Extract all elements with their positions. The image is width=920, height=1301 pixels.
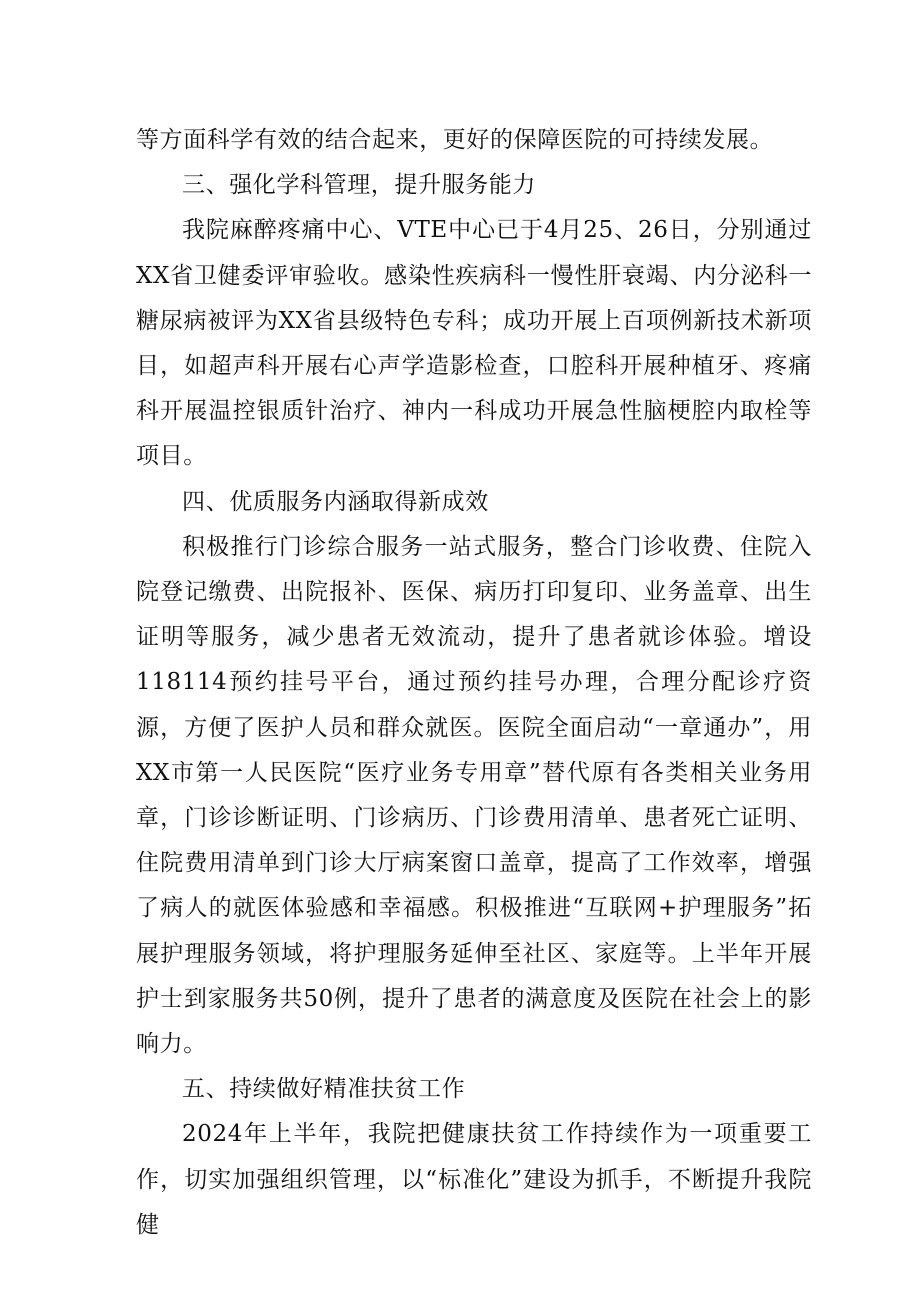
- section-heading-5: 五、持续做好精准扶贫工作: [182, 1076, 466, 1103]
- paragraph-poverty-alleviation: 2024年上半年，我院把健康扶贫工作持续作为一项重要工作，切实加强组织管理，以“标准化”建设为抓手，不断提升我院健: [136, 1121, 812, 1238]
- document-body: [136, 118, 812, 1248]
- paragraph-continuation: 等方面科学有效的结合起来，更好的保障医院的可持续发展。: [136, 127, 774, 153]
- paragraph-quality-service: 积极推行门诊综合服务一站式服务，整合门诊收费、住院入院登记缴费、出院报补、医保、病历打印复印、业务盖章、出生证明等服务，减少患者无效流动，提升了患者就诊体验。增设118114预约挂号平台，通过预约挂号办理，合理分配诊疗资源，方便了医护人员和群众就医。医院全面启动“一章通办”，用XX市第一人民医院“医疗业务专用章”替代原有各类相关业务用章，门诊诊断证明、门诊病历、门诊费用清单、患者死亡证明、住院费用清单到门诊大厅病案窗口盖章，提高了工作效率，增强了病人的就医体验感和幸福感。积极推进“互联网+护理服务”拓展护理服务领域，将护理服务延伸至社区、家庭等。上半年开展护士到家服务共50例，提升了患者的满意度及医院在社会上的影响力。: [136, 533, 812, 1058]
- paragraph-discipline-management: 我院麻醉疼痛中心、VTE中心已于4月25、26日，分别通过XX省卫健委评审验收。感染性疾病科一慢性肝衰竭、内分泌科一糖尿病被评为XX省县级特色专科；成功开展上百项例新技术新项目，如超声科开展右心声学造影检查，口腔科开展种植牙、疼痛科开展温控银质针治疗、神内一科成功开展急性脑梗腔内取栓等项目。: [136, 217, 812, 470]
- section-heading-3: 三、强化学科管理，提升服务能力: [182, 172, 536, 199]
- section-heading-4: 四、优质服务内涵取得新成效: [182, 488, 489, 515]
